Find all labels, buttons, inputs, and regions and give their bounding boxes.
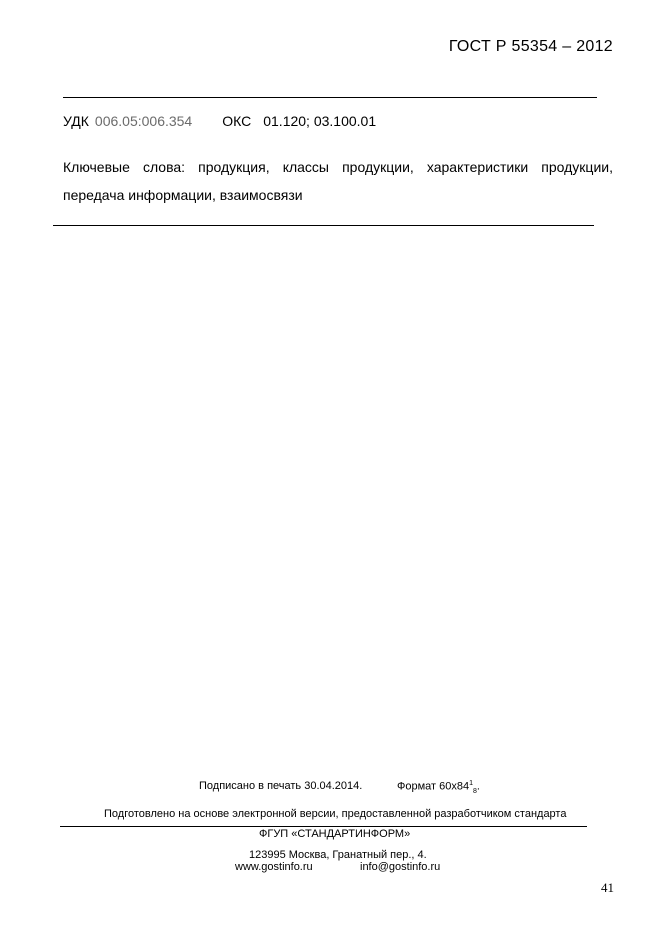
publisher-address: 123995 Москва, Гранатный пер., 4.: [249, 849, 427, 861]
signed-for-print: Подписано в печать 30.04.2014.: [199, 780, 363, 792]
keyword-word: продукция,: [198, 159, 270, 175]
keywords-line-1: [63, 159, 613, 175]
format-prefix: Формат 60х84: [397, 780, 470, 793]
oks-label: ОКС: [222, 113, 252, 129]
keyword-word: продукции,: [342, 159, 414, 175]
keyword-word: характеристики: [426, 159, 529, 175]
prepared-note: Подготовлено на основе электронной версии, предоставленной разработчиком стандарта: [104, 808, 567, 820]
publisher-name: ФГУП «СТАНДАРТИНФОРМ»: [259, 828, 411, 840]
publisher-email[interactable]: info@gostinfo.ru: [360, 861, 441, 873]
keywords-line-2: передача информации, взаимосвязи: [63, 187, 303, 203]
keywords-label: Ключевые слова:: [63, 159, 186, 175]
udk-value: 006.05:006.354: [94, 113, 193, 129]
page-number: 41: [601, 880, 614, 895]
format-denominator: 8: [473, 787, 477, 795]
standard-code: ГОСТ Р 55354 – 2012: [448, 38, 613, 55]
keywords-divider: [53, 225, 594, 226]
keyword-word: классы: [282, 159, 329, 175]
top-divider: [63, 97, 597, 98]
imprint-divider: [60, 826, 587, 827]
keyword-word: продукции,: [541, 159, 613, 175]
format-numerator: 1: [469, 780, 474, 787]
classification-row: [63, 113, 376, 129]
publisher-website[interactable]: www.gostinfo.ru: [235, 861, 313, 873]
paper-format: Формат $60х84^1_8$.: [397, 780, 480, 795]
udk-label: УДК: [63, 113, 89, 129]
oks-value: 01.120; 03.100.01: [263, 113, 377, 129]
